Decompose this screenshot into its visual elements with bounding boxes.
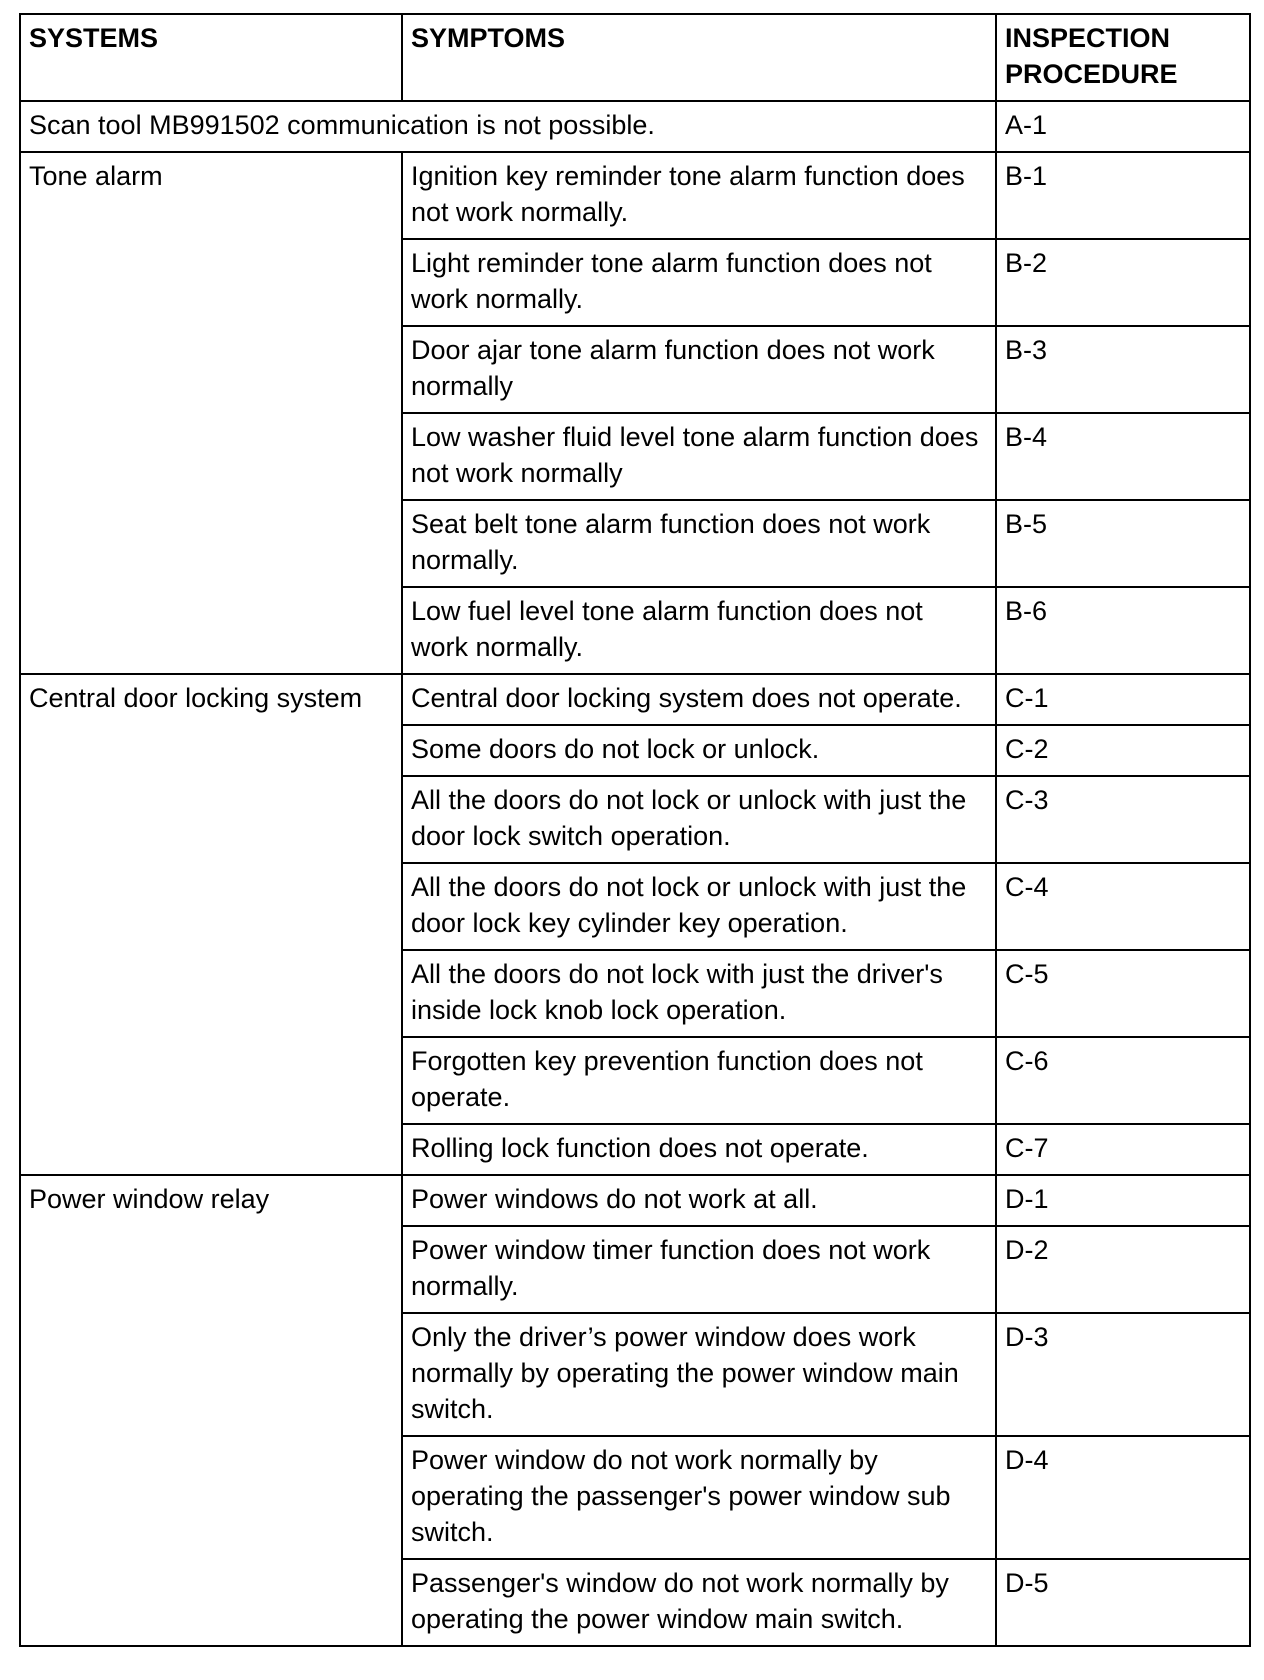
table-row [20, 674, 1250, 725]
procedure-cell: C-1 [996, 674, 1250, 725]
procedure-cell: B-6 [996, 587, 1250, 674]
procedure-cell: B-2 [996, 239, 1250, 326]
symptom-cell: Seat belt tone alarm function does not work normally. [402, 500, 996, 587]
symptom-cell: Light reminder tone alarm function does not work normally. [402, 239, 996, 326]
procedure-cell: B-4 [996, 413, 1250, 500]
header-inspection-procedure: INSPECTION PROCEDURE [996, 14, 1250, 101]
procedure-cell: B-1 [996, 152, 1250, 239]
procedure-cell: D-4 [996, 1436, 1250, 1559]
symptom-cell: Rolling lock function does not operate. [402, 1124, 996, 1175]
symptom-cell: Low fuel level tone alarm function does not work normally. [402, 587, 996, 674]
procedure-cell: D-3 [996, 1313, 1250, 1436]
procedure-cell: C-3 [996, 776, 1250, 863]
scan-tool-procedure: A-1 [996, 101, 1250, 152]
symptom-cell: Door ajar tone alarm function does not work normally [402, 326, 996, 413]
table-row [20, 152, 1250, 239]
procedure-cell: D-5 [996, 1559, 1250, 1646]
symptom-cell: Central door locking system does not operate. [402, 674, 996, 725]
scan-tool-symptom: Scan tool MB991502 communication is not possible. [20, 101, 996, 152]
symptom-cell: Ignition key reminder tone alarm function does not work normally. [402, 152, 996, 239]
symptom-cell: Low washer fluid level tone alarm function does not work normally [402, 413, 996, 500]
symptom-cell: Power windows do not work at all. [402, 1175, 996, 1226]
procedure-cell: D-2 [996, 1226, 1250, 1313]
procedure-cell: C-2 [996, 725, 1250, 776]
symptom-cell: Power window timer function does not work normally. [402, 1226, 996, 1313]
symptom-cell: All the doors do not lock or unlock with just the door lock key cylinder key operation. [402, 863, 996, 950]
procedure-cell: C-6 [996, 1037, 1250, 1124]
header-systems: SYSTEMS [20, 14, 402, 101]
symptom-cell: Passenger's window do not work normally by operating the power window main switch. [402, 1559, 996, 1646]
procedure-cell: C-7 [996, 1124, 1250, 1175]
header-row [20, 14, 1250, 101]
symptom-cell: Power window do not work normally by operating the passenger's power window sub switch. [402, 1436, 996, 1559]
symptom-cell: All the doors do not lock or unlock with just the door lock switch operation. [402, 776, 996, 863]
system-cell: Power window relay [20, 1175, 402, 1646]
symptom-table [19, 13, 1251, 1647]
procedure-cell: B-5 [996, 500, 1250, 587]
procedure-cell: D-1 [996, 1175, 1250, 1226]
procedure-cell: C-4 [996, 863, 1250, 950]
scan-tool-row [20, 101, 1250, 152]
procedure-cell: C-5 [996, 950, 1250, 1037]
system-cell: Tone alarm [20, 152, 402, 674]
symptom-cell: Forgotten key prevention function does not operate. [402, 1037, 996, 1124]
system-cell: Central door locking system [20, 674, 402, 1175]
table-row [20, 1175, 1250, 1226]
procedure-cell: B-3 [996, 326, 1250, 413]
symptom-cell: Only the driver’s power window does work normally by operating the power window main switch. [402, 1313, 996, 1436]
symptom-cell: Some doors do not lock or unlock. [402, 725, 996, 776]
header-symptoms: SYMPTOMS [402, 14, 996, 101]
symptom-cell: All the doors do not lock with just the driver's inside lock knob lock operation. [402, 950, 996, 1037]
